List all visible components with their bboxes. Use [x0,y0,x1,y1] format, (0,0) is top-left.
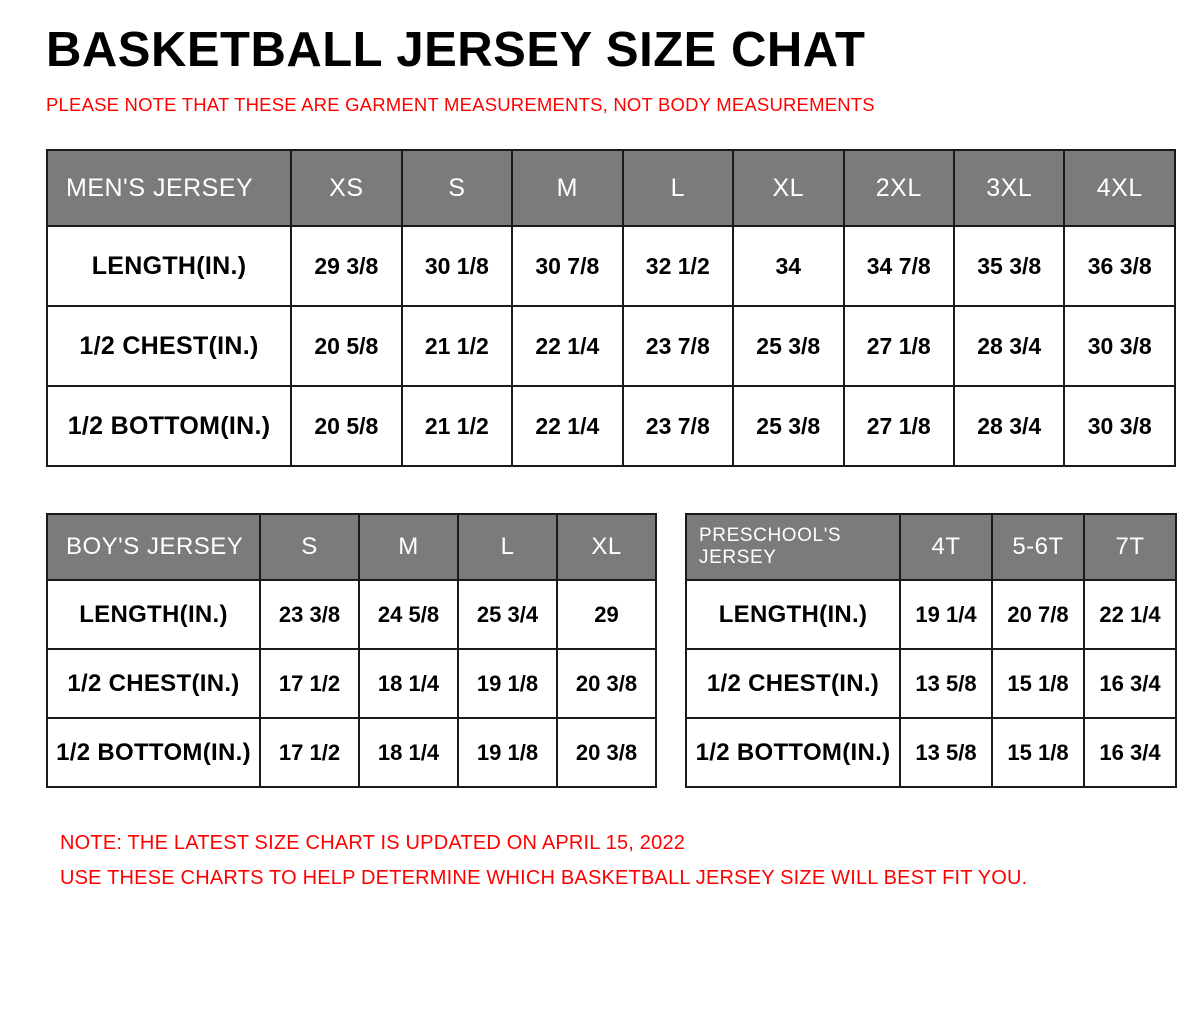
table-cell: 29 [557,580,656,649]
table-cell: 15 1/8 [992,718,1084,787]
row-label: 1/2 CHEST(IN.) [686,649,900,718]
table-cell: 23 7/8 [623,306,733,386]
table-cell: 21 1/2 [402,306,512,386]
column-header: 7T [1084,514,1176,580]
column-header: MEN'S JERSEY [47,150,291,226]
table-cell: 15 1/8 [992,649,1084,718]
table-cell: 30 1/8 [402,226,512,306]
table-cell: 19 1/8 [458,649,557,718]
column-header: 4T [900,514,992,580]
table-cell: 30 7/8 [512,226,622,306]
table-cell: 24 5/8 [359,580,458,649]
row-label: 1/2 BOTTOM(IN.) [47,386,291,466]
row-label: LENGTH(IN.) [47,226,291,306]
table-cell: 16 3/4 [1084,649,1176,718]
table-cell: 22 1/4 [1084,580,1176,649]
table-cell: 32 1/2 [623,226,733,306]
table-cell: 19 1/8 [458,718,557,787]
top-note: PLEASE NOTE THAT THESE ARE GARMENT MEASUREMENTS, NOT BODY MEASUREMENTS [46,94,875,116]
table-cell: 19 1/4 [900,580,992,649]
table-cell: 23 3/8 [260,580,359,649]
bottom-note-line-2: USE THESE CHARTS TO HELP DETERMINE WHICH BASKETBALL JERSEY SIZE WILL BEST FIT YOU. [60,867,1028,890]
table-cell: 34 7/8 [844,226,954,306]
table-header-row [686,514,1176,580]
table-cell: 13 5/8 [900,649,992,718]
column-header: 2XL [844,150,954,226]
column-header: M [512,150,622,226]
table-cell: 16 3/4 [1084,718,1176,787]
row-label: 1/2 CHEST(IN.) [47,649,260,718]
size-chart-page [0,22,1200,1029]
table-cell: 27 1/8 [844,386,954,466]
table-cell: 35 3/8 [954,226,1064,306]
table-cell: 30 3/8 [1064,386,1175,466]
column-header: M [359,514,458,580]
table-cell: 25 3/4 [458,580,557,649]
table-cell: 20 3/8 [557,718,656,787]
boys-jersey-size-table [46,513,657,788]
table-cell: 36 3/8 [1064,226,1175,306]
table-header-row [47,514,656,580]
table-cell: 28 3/4 [954,306,1064,386]
table-cell: 18 1/4 [359,718,458,787]
column-header: PRESCHOOL'S JERSEY [686,514,900,580]
mens-jersey-size-table [46,149,1176,467]
table-cell: 21 1/2 [402,386,512,466]
column-header: XL [557,514,656,580]
column-header: 3XL [954,150,1064,226]
column-header: 4XL [1064,150,1175,226]
column-header: L [458,514,557,580]
table-cell: 18 1/4 [359,649,458,718]
table-cell: 20 5/8 [291,386,401,466]
table-cell: 30 3/8 [1064,306,1175,386]
table-cell: 22 1/4 [512,386,622,466]
table-header-row [47,150,1175,226]
preschool-jersey-size-table [685,513,1177,788]
table-cell: 25 3/8 [733,386,843,466]
table-row [686,649,1176,718]
column-header: XL [733,150,843,226]
table-cell: 20 3/8 [557,649,656,718]
row-label: LENGTH(IN.) [686,580,900,649]
table-cell: 34 [733,226,843,306]
table-row [686,580,1176,649]
table-cell: 13 5/8 [900,718,992,787]
bottom-note-line-1: NOTE: THE LATEST SIZE CHART IS UPDATED ON APRIL 15, 2022 [60,832,686,855]
column-header: S [402,150,512,226]
table-cell: 17 1/2 [260,718,359,787]
row-label: LENGTH(IN.) [47,580,260,649]
table-cell: 29 3/8 [291,226,401,306]
column-header: L [623,150,733,226]
table-cell: 28 3/4 [954,386,1064,466]
column-header: 5-6T [992,514,1084,580]
table-row [47,580,656,649]
column-header: XS [291,150,401,226]
table-row [47,226,1175,306]
table-cell: 25 3/8 [733,306,843,386]
table-row [47,718,656,787]
table-row [47,386,1175,466]
table-cell: 17 1/2 [260,649,359,718]
table-cell: 20 7/8 [992,580,1084,649]
table-cell: 23 7/8 [623,386,733,466]
column-header: BOY'S JERSEY [47,514,260,580]
row-label: 1/2 BOTTOM(IN.) [47,718,260,787]
bottom-tables-container [46,513,1176,788]
page-title: BASKETBALL JERSEY SIZE CHAT [46,23,866,77]
row-label: 1/2 CHEST(IN.) [47,306,291,386]
table-cell: 20 5/8 [291,306,401,386]
bottom-notes [60,826,1176,896]
table-cell: 22 1/4 [512,306,622,386]
table-row [47,306,1175,386]
table-cell: 27 1/8 [844,306,954,386]
column-header: S [260,514,359,580]
table-row [686,718,1176,787]
row-label: 1/2 BOTTOM(IN.) [686,718,900,787]
table-row [47,649,656,718]
